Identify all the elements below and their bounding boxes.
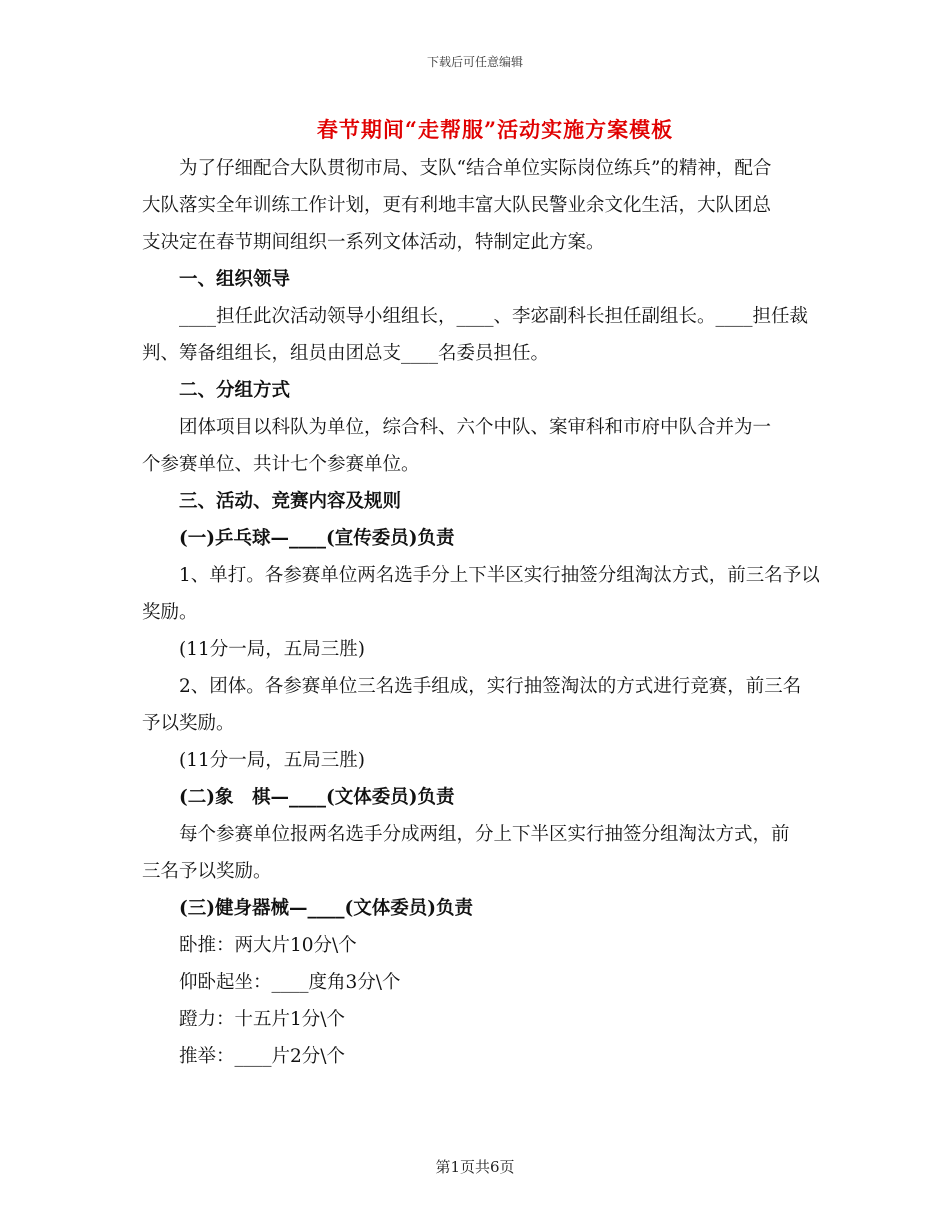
section-heading-activities: 三、活动、竞赛内容及规则 xyxy=(179,491,402,512)
paragraph-grouping: 团体项目以科队为单位，综合科、六个中队、案审科和市府中队合并为一个参赛单位、共计七个参赛单位。 xyxy=(142,417,772,475)
paragraph-intro: 为了仔细配合大队贯彻市局、支队“结合单位实际岗位练兵”的精神，配合大队落实全年训练工作计划，更有利地丰富大队民警业余文化生活，大队团总支决定在春节期间组织一系列文体活动，特制定此方案。 xyxy=(142,158,772,253)
paragraph-team: 2、团体。各参赛单位三名选手组成，实行抽签淘汰的方式进行竞赛，前三名予以奖励。 xyxy=(142,676,802,734)
subsection-heading-table-tennis: (一)乒乓球—____(宣传委员)负责 xyxy=(179,528,455,549)
subsection-heading-fitness: (三)健身器械—____(文体委员)负责 xyxy=(179,898,474,919)
paragraph-organization: ____担任此次活动领导小组组长，____、李宓副科长担任副组长。____担任裁判、筹备组组长，组员由团总支____名委员担任。 xyxy=(142,306,809,364)
section-heading-grouping: 二、分组方式 xyxy=(179,380,291,401)
fitness-item-shoulder-press: 推举：____片2分\个 xyxy=(179,1046,346,1067)
document-body xyxy=(142,150,822,1075)
subsection-heading-chess: (二)象 棋—____(文体委员)负责 xyxy=(179,787,455,808)
page-header-note: 下载后可任意编辑 xyxy=(426,55,523,69)
page-footer-page-info: 第1页共6页 xyxy=(435,1158,515,1176)
fitness-item-bench-press: 卧推：两大片10分\个 xyxy=(179,935,357,956)
section-heading-organization: 一、组织领导 xyxy=(179,269,291,290)
document-title: 春节期间“走帮服”活动实施方案模板 xyxy=(316,117,674,142)
paragraph-team-scoring: (11分一局，五局三胜) xyxy=(179,750,365,771)
fitness-item-sit-ups: 仰卧起坐：____度角3分\个 xyxy=(179,972,401,993)
fitness-item-leg-press: 蹬力：十五片1分\个 xyxy=(179,1009,346,1030)
paragraph-chess: 每个参赛单位报两名选手分成两组，分上下半区实行抽签分组淘汰方式，前三名予以奖励。 xyxy=(142,824,790,882)
paragraph-singles: 1、单打。各参赛单位两名选手分上下半区实行抽签分组淘汰方式，前三名予以奖励。 xyxy=(142,565,820,623)
paragraph-singles-scoring: (11分一局，五局三胜) xyxy=(179,639,365,660)
